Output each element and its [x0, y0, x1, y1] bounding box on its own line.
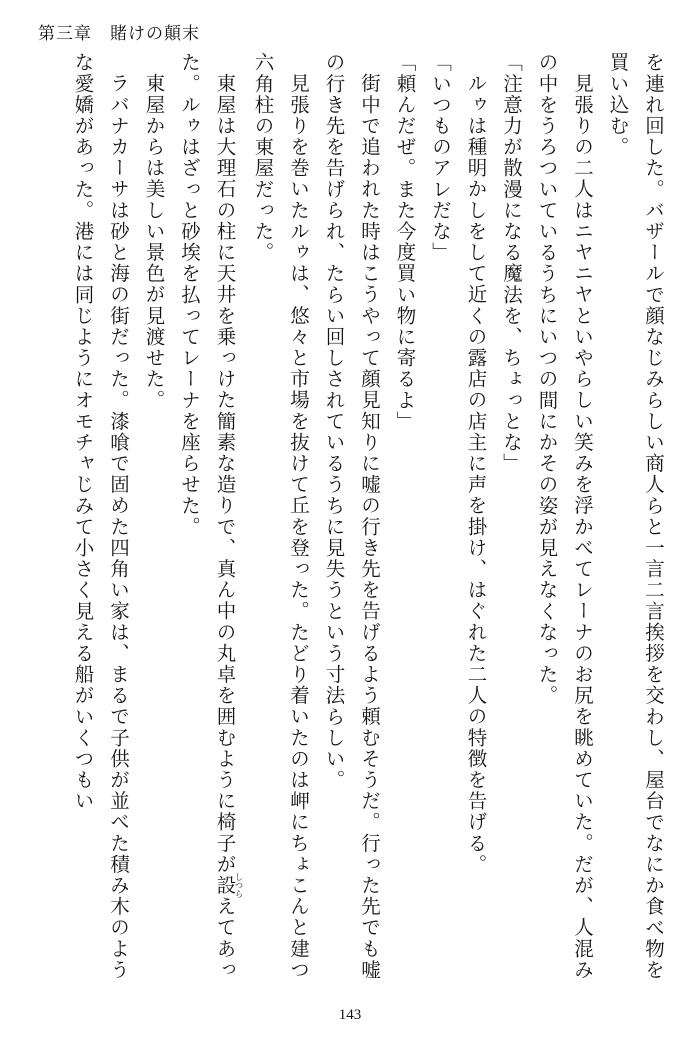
paragraph: 「注意力が散漫になる魔法を、ちょっとな」 [500, 52, 521, 474]
paragraph: ルゥは種明かしをして近くの露店の店主に声を掛け、はぐれた二人の特徴を告げる。 [464, 73, 486, 875]
paragraph-with-ruby [171, 52, 245, 992]
paragraph: ラバナカーサは砂と海の街だった。漆喰で固めた四角い家は、まるで子供が並べた積み木のような愛嬌があった。港には同じようにオモチャじみて小さく見える船がいくつもい [71, 52, 128, 981]
paragraph: 見張りを巻いたルゥは、悠々と市場を抜けて丘を登った。たどり着いたのは岬にちょこんと建つ六角柱の東屋だった。 [251, 52, 308, 981]
paragraph: 見張りの二人はニヤニヤといやらしい笑みを浮かべてレーナのお尻を眺めていた。だが、人混みの中をうろついているうちにいつの間にかその姿が見えなくなった。 [535, 52, 592, 981]
paragraph: 東屋からは美しい景色が見渡せた。 [142, 73, 164, 411]
page-number: 143 [338, 1007, 362, 1023]
paragraph: を連れ回した。バザールで顔なじみらしい商人らと一言二言挨拶を交わし、屋台でなにか食べ物を買い込む。 [606, 52, 663, 981]
vertical-text-column [30, 52, 670, 992]
ruby-annotation: 設 しつら [213, 872, 244, 899]
paragraph-text: 東屋は大理石の柱に天井を乗っけた簡素な造りで、真ん中の丸卓を囲むように椅子が設 しつらえてあった。ルゥはざっと砂埃を払ってレーナを座らせた。 [178, 52, 244, 981]
chapter-title: 第三章 賭けの顛末 [38, 23, 200, 43]
paragraph: 「いつものアレだな」 [429, 52, 450, 263]
body-text-area [30, 52, 670, 992]
page-header [0, 14, 700, 48]
paragraph: 「頼んだぜ。また今度買い物に寄るよ」 [393, 52, 415, 432]
paragraph: 街中で追われた時はこうやって顔見知りに嘘の行き先を告げるよう頼むそうだ。行った先でも嘘の行き先を告げられ、たらい回しされているうちに見失うという寸法らしい。 [322, 52, 379, 981]
